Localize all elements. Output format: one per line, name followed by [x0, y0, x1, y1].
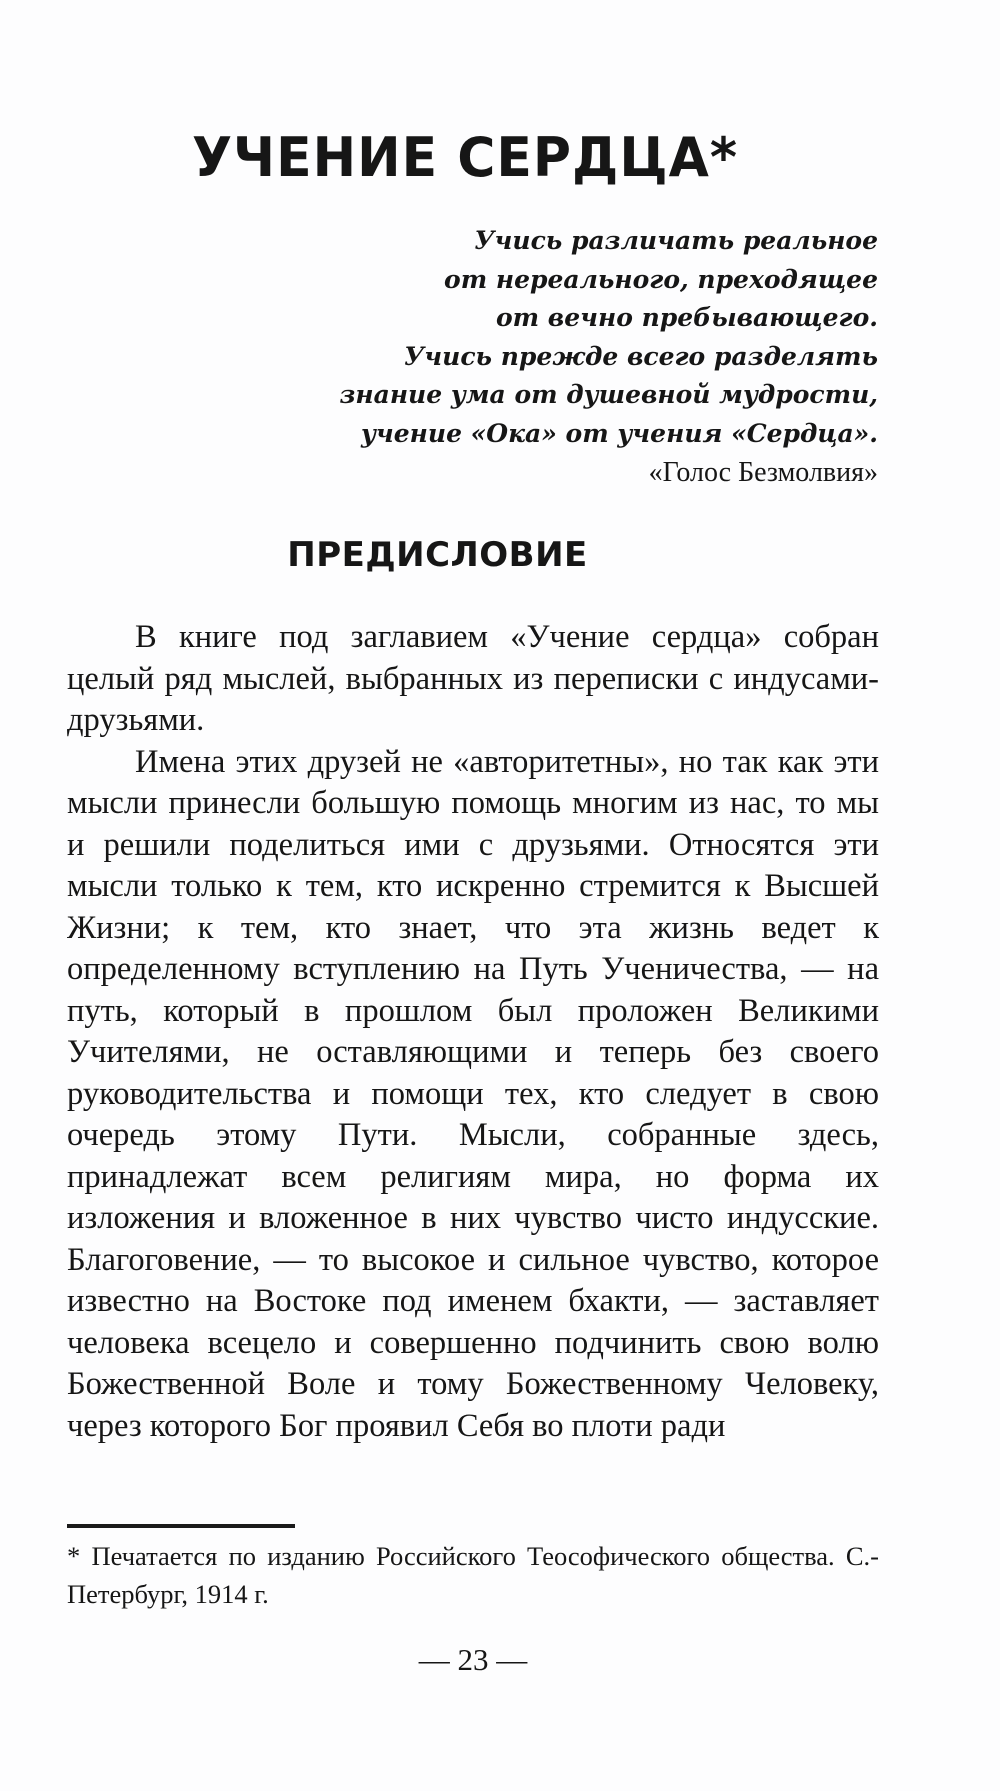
chapter-title: УЧЕНИЕ СЕРДЦА*: [191, 126, 739, 190]
paragraph: Имена этих друзей не «авторитетны», но так как эти мысли принесли большую помощь многим из нас, то мы и решили поделиться ими с друзьями. Относятся эти мысли только к тем, кто искренно стремится к Высшей Жизни; к тем, кто знает, что эта жизнь ведет к определенному вступлению на Путь Ученичества, — на путь, который в прошлом был проложен Великими Учителями, не оставляющими и теперь без своего руководительства и помощи тех, кто следует в свою очередь этому Пути. Мысли, собранные здесь, принадлежат всем религиям мира, но форма их изложения и вложенное в них чувство чисто индусские. Благоговение, — то высокое и сильное чувство, которое известно на Востоке под именем бхакти, — заставляет человека всецело и совершенно подчинить свою волю Божественной Воле и тому Божественному Человеку, через которого Бог проявил Себя во плоти ради: [67, 743, 879, 1444]
page-number: — 23 —: [418, 1642, 528, 1677]
epigraph-line: Учись прежде всего разделять: [404, 341, 878, 371]
epigraph-line: от вечно пребывающего.: [495, 303, 878, 332]
epigraph: [258, 222, 878, 453]
epigraph-line: от нереального, преходящее: [444, 264, 878, 294]
epigraph-source: «Голос Безмолвия»: [648, 457, 878, 488]
paragraph: В книге под заглавием «Учение сердца» собран целый ряд мыслей, выбранных из переписки с индусами-друзьями.: [67, 619, 879, 738]
footnote: * Печатается по изданию Российского Теософического общества. С.-Петербург, 1914 г.: [67, 1541, 879, 1609]
footnote-divider: [67, 1524, 295, 1528]
epigraph-line: знание ума от душевной мудрости,: [339, 380, 878, 409]
epigraph-line: учение «Ока» от учения «Сердца».: [360, 418, 878, 448]
section-heading: ПРЕДИСЛОВИЕ: [287, 535, 588, 575]
epigraph-line: Учись различать реальное: [474, 226, 878, 255]
body-text: [67, 617, 879, 1447]
